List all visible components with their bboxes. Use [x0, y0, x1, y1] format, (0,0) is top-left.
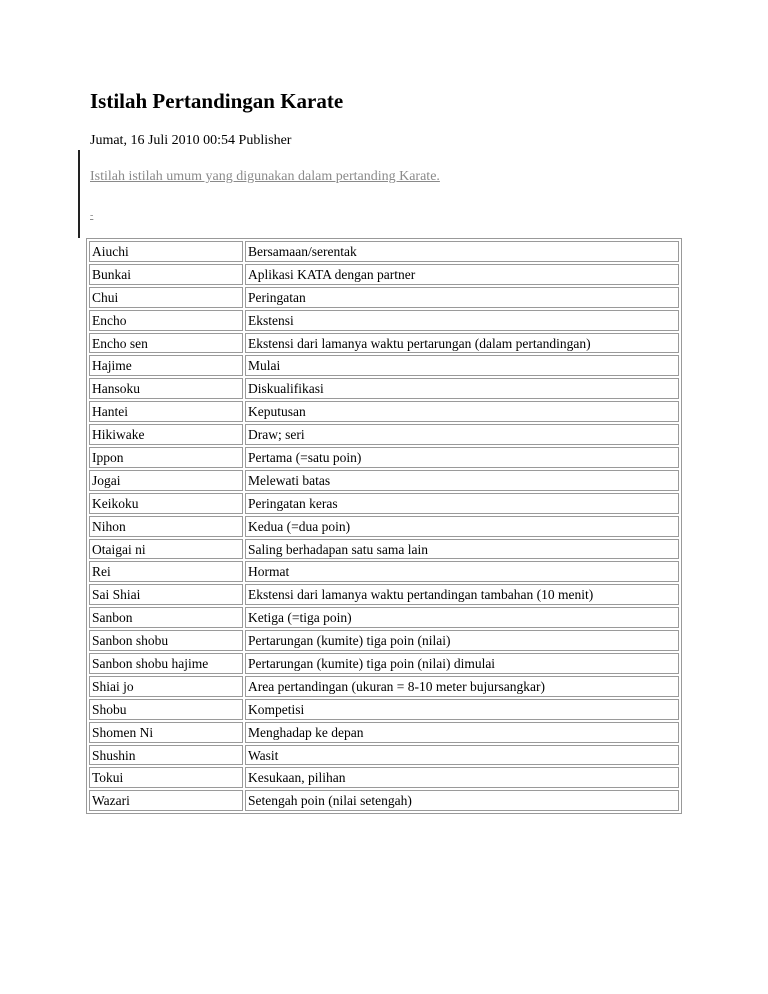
meaning-cell: Ekstensi — [245, 310, 679, 331]
term-cell: Nihon — [89, 516, 243, 537]
term-cell: Shushin — [89, 745, 243, 766]
meaning-cell: Aplikasi KATA dengan partner — [245, 264, 679, 285]
meaning-cell: Saling berhadapan satu sama lain — [245, 539, 679, 560]
meaning-cell: Pertama (=satu poin) — [245, 447, 679, 468]
table-row — [89, 287, 679, 308]
table-row — [89, 745, 679, 766]
term-cell: Shomen Ni — [89, 722, 243, 743]
term-cell: Chui — [89, 287, 243, 308]
terms-table — [86, 238, 682, 814]
term-cell: Sanbon shobu — [89, 630, 243, 651]
table-row — [89, 401, 679, 422]
term-cell: Wazari — [89, 790, 243, 811]
term-cell: Bunkai — [89, 264, 243, 285]
meaning-cell: Setengah poin (nilai setengah) — [245, 790, 679, 811]
meaning-cell: Peringatan — [245, 287, 679, 308]
intro-link[interactable]: Istilah istilah umum yang digunakan dalam pertanding Karate. — [90, 169, 440, 184]
term-cell: Hantei — [89, 401, 243, 422]
meaning-cell: Diskualifikasi — [245, 378, 679, 399]
term-cell: Sanbon — [89, 607, 243, 628]
table-row — [89, 767, 679, 788]
table-row — [89, 607, 679, 628]
meaning-cell: Melewati batas — [245, 470, 679, 491]
term-cell: Encho — [89, 310, 243, 331]
table-row — [89, 447, 679, 468]
meaning-cell: Pertarungan (kumite) tiga poin (nilai) — [245, 630, 679, 651]
separator-link[interactable]: - — [90, 210, 94, 221]
table-row — [89, 630, 679, 651]
table-row — [89, 584, 679, 605]
table-row — [89, 310, 679, 331]
left-margin-bar — [78, 150, 80, 238]
term-cell: Ippon — [89, 447, 243, 468]
meaning-cell: Menghadap ke depan — [245, 722, 679, 743]
table-row — [89, 355, 679, 376]
table-row — [89, 378, 679, 399]
term-cell: Shiai jo — [89, 676, 243, 697]
meaning-cell: Keputusan — [245, 401, 679, 422]
table-row — [89, 333, 679, 354]
publish-info: Jumat, 16 Juli 2010 00:54 Publisher — [90, 133, 292, 148]
table-row — [89, 424, 679, 445]
meaning-cell: Draw; seri — [245, 424, 679, 445]
meaning-cell: Pertarungan (kumite) tiga poin (nilai) dimulai — [245, 653, 679, 674]
meaning-cell: Kesukaan, pilihan — [245, 767, 679, 788]
term-cell: Aiuchi — [89, 241, 243, 262]
term-cell: Encho sen — [89, 333, 243, 354]
meaning-cell: Ekstensi dari lamanya waktu pertarungan (dalam pertandingan) — [245, 333, 679, 354]
meaning-cell: Peringatan keras — [245, 493, 679, 514]
table-row — [89, 493, 679, 514]
page-title: Istilah Pertandingan Karate — [90, 89, 344, 113]
meaning-cell: Kompetisi — [245, 699, 679, 720]
table-row — [89, 699, 679, 720]
meaning-cell: Hormat — [245, 561, 679, 582]
meaning-cell: Wasit — [245, 745, 679, 766]
table-row — [89, 241, 679, 262]
term-cell: Hansoku — [89, 378, 243, 399]
term-cell: Sai Shiai — [89, 584, 243, 605]
table-row — [89, 539, 679, 560]
term-cell: Sanbon shobu hajime — [89, 653, 243, 674]
term-cell: Hikiwake — [89, 424, 243, 445]
table-row — [89, 470, 679, 491]
term-cell: Otaigai ni — [89, 539, 243, 560]
term-cell: Tokui — [89, 767, 243, 788]
table-row — [89, 516, 679, 537]
meaning-cell: Ekstensi dari lamanya waktu pertandingan tambahan (10 menit) — [245, 584, 679, 605]
table-row — [89, 264, 679, 285]
meaning-cell: Bersamaan/serentak — [245, 241, 679, 262]
term-cell: Shobu — [89, 699, 243, 720]
table-row — [89, 676, 679, 697]
table-row — [89, 722, 679, 743]
meaning-cell: Kedua (=dua poin) — [245, 516, 679, 537]
meaning-cell: Area pertandingan (ukuran = 8-10 meter bujursangkar) — [245, 676, 679, 697]
term-cell: Jogai — [89, 470, 243, 491]
meaning-cell: Ketiga (=tiga poin) — [245, 607, 679, 628]
table-row — [89, 653, 679, 674]
term-cell: Rei — [89, 561, 243, 582]
meaning-cell: Mulai — [245, 355, 679, 376]
table-row — [89, 561, 679, 582]
term-cell: Keikoku — [89, 493, 243, 514]
table-row — [89, 790, 679, 811]
term-cell: Hajime — [89, 355, 243, 376]
